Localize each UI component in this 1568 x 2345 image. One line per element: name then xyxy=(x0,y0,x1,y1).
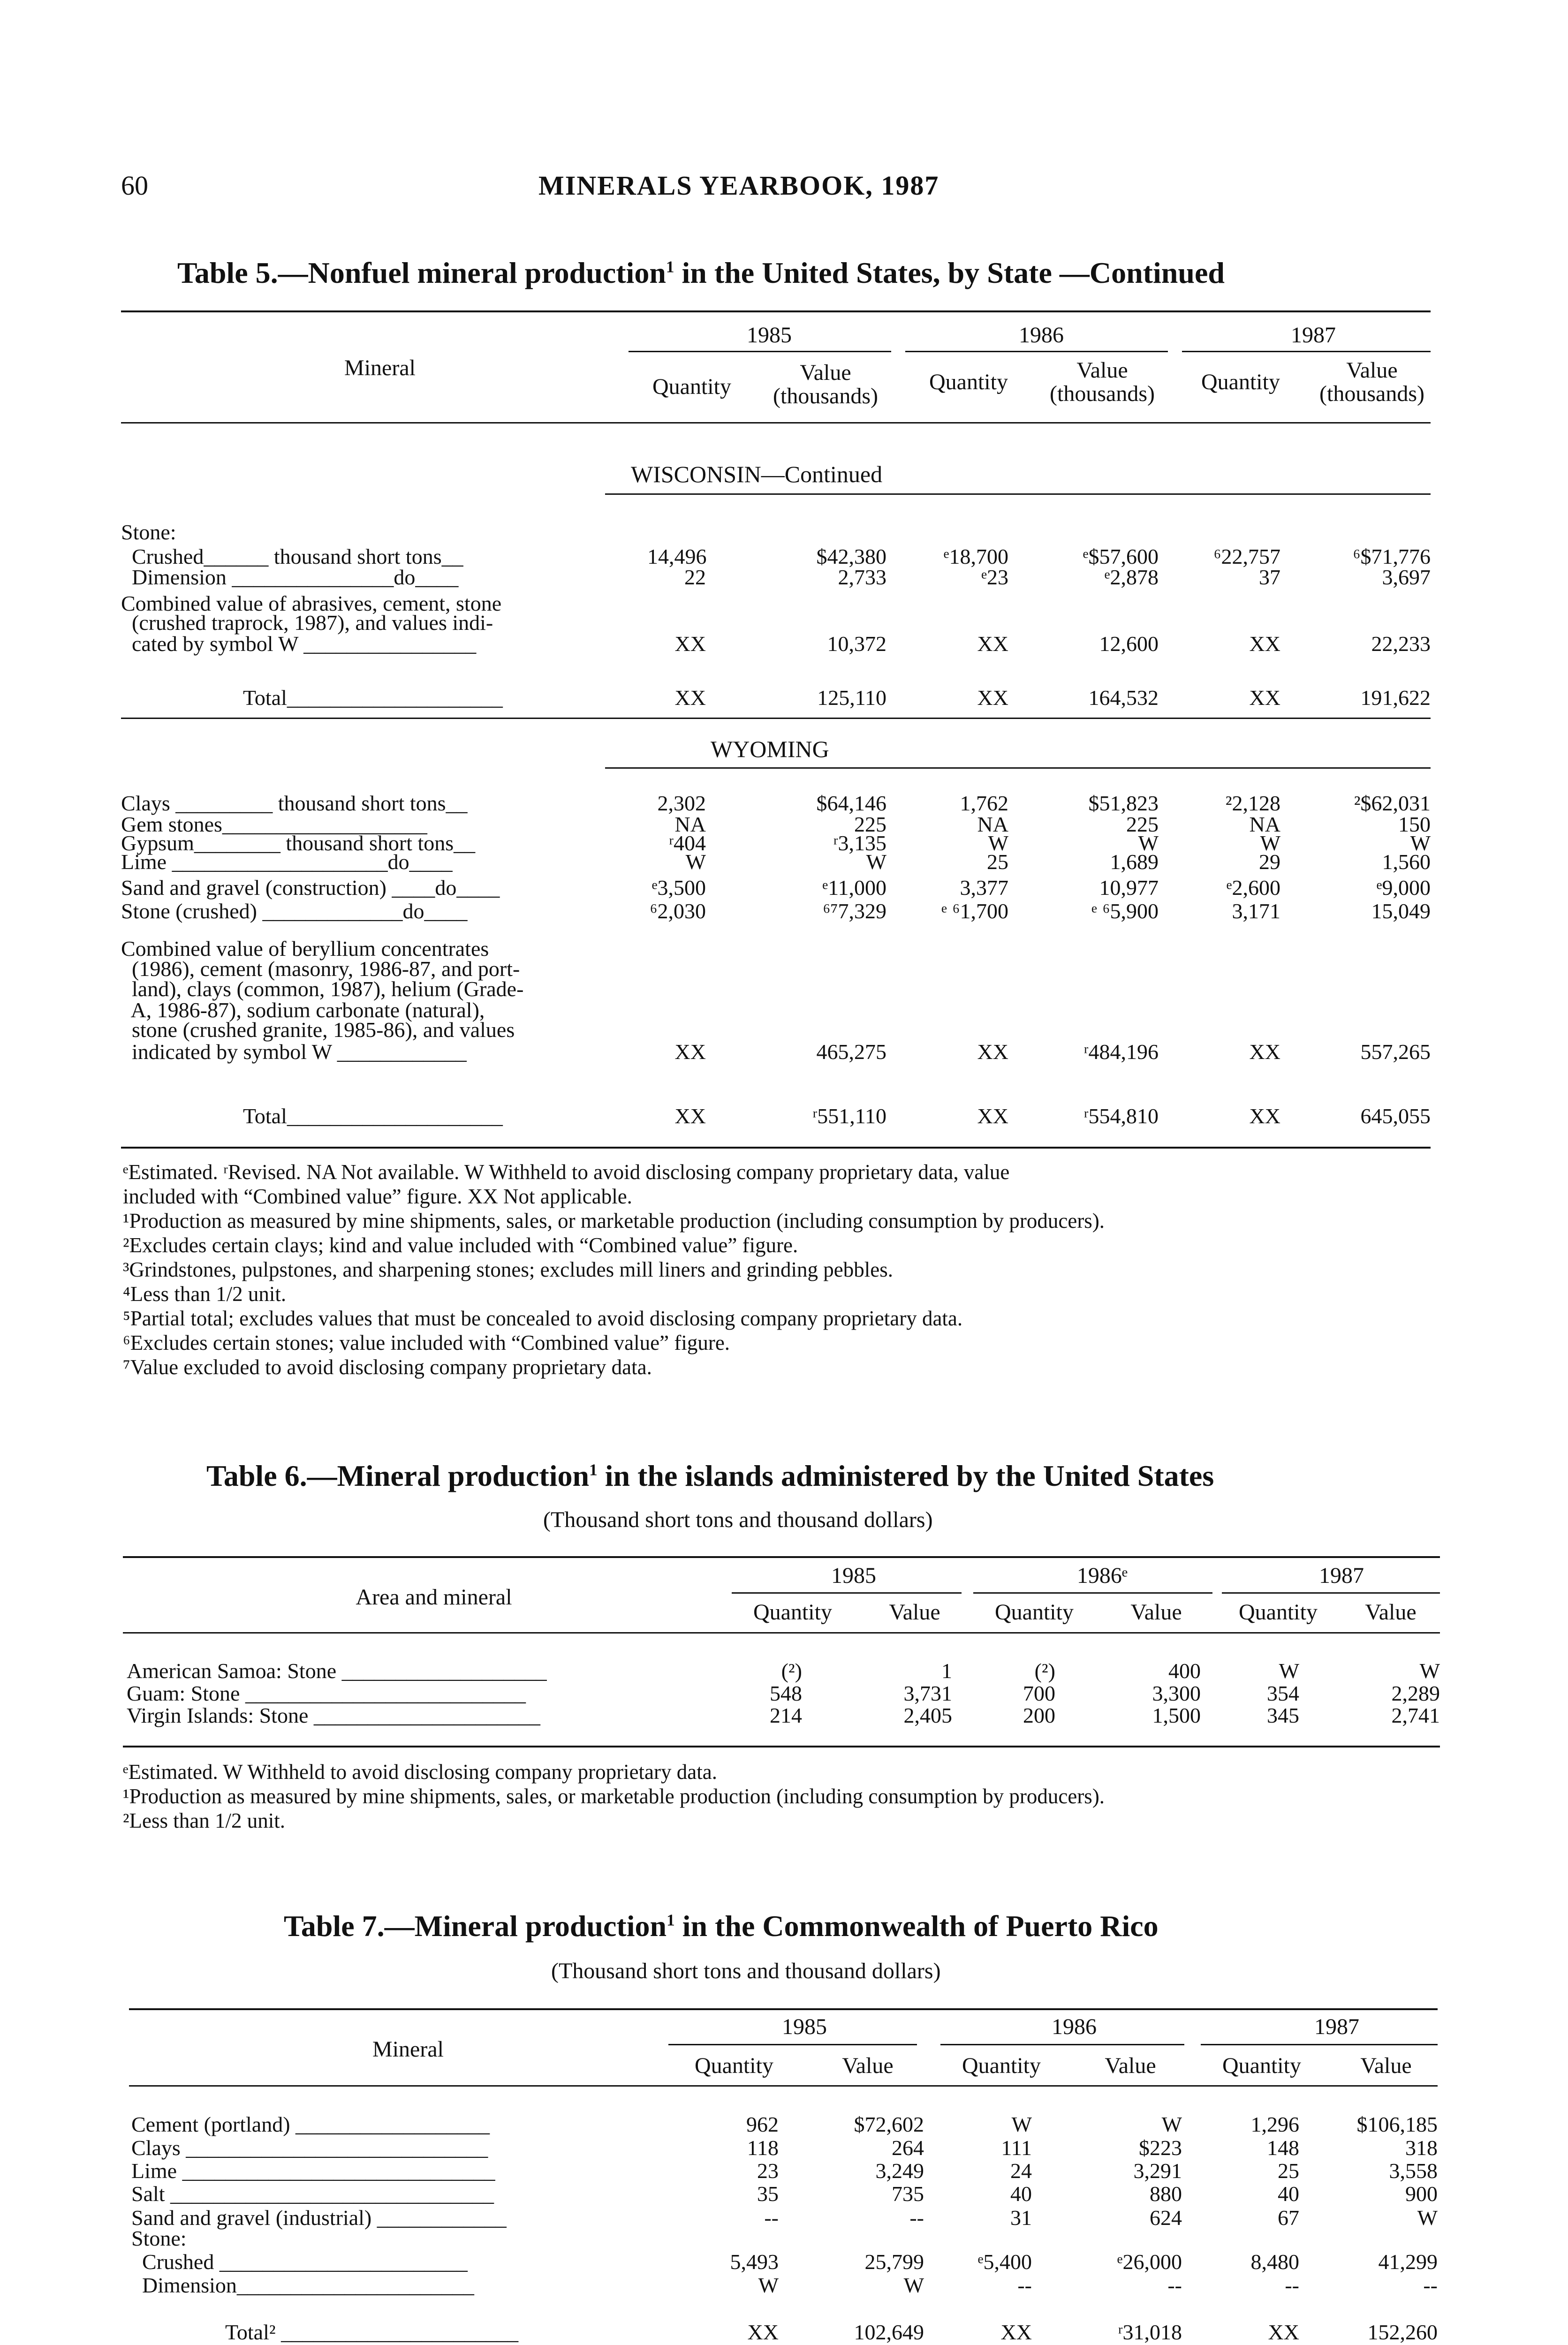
table7-year-1986: 1986 xyxy=(1052,2014,1097,2039)
table6-span-rule xyxy=(1222,1592,1440,1594)
row-cell: ᵉ23 xyxy=(981,565,1008,589)
table7-span-rule xyxy=(940,2044,1184,2045)
row-cell: (²) xyxy=(781,1659,802,1683)
table7-top-rule xyxy=(129,2008,1438,2010)
row-label: Virgin Islands: Stone _____________________ xyxy=(127,1703,540,1727)
row-cell: XX xyxy=(1249,1040,1280,1064)
row-cell: XX xyxy=(977,632,1008,656)
table5-span-rule-1987 xyxy=(1182,351,1431,352)
table7-qty-header: Quantity xyxy=(695,2053,773,2078)
row-cell: ⁶⁷7,329 xyxy=(823,899,886,923)
row-cell: W xyxy=(988,831,1008,855)
table7-span-rule xyxy=(668,2044,917,2045)
row-cell: 118 xyxy=(747,2136,779,2160)
row-cell: $42,380 xyxy=(816,545,886,568)
row-cell: 2,302 xyxy=(657,791,706,815)
row-cell: 35 xyxy=(757,2182,779,2206)
table5-year-1987: 1987 xyxy=(1291,323,1336,348)
row-cell: $223 xyxy=(1139,2136,1182,2160)
row-cell: 1,296 xyxy=(1250,2112,1299,2136)
table5-col-mineral: Mineral xyxy=(344,356,416,380)
footnote: ᵉEstimated. W Withheld to avoid disclosing company proprietary data. xyxy=(123,1760,717,1784)
table5-section-rule xyxy=(121,718,1431,719)
row-cell: 900 xyxy=(1405,2182,1438,2206)
row-label: Dimension______________________ xyxy=(131,2273,474,2297)
footnote: ᵉEstimated. ʳRevised. NA Not available. W Withheld to avoid disclosing company proprietary data, value xyxy=(123,1160,1010,1184)
row-cell: 14,496 xyxy=(647,545,707,568)
row-cell: ᵉ ⁶5,900 xyxy=(1091,899,1159,923)
row-cell: ᵉ2,600 xyxy=(1226,876,1280,900)
total-cell: ʳ31,018 xyxy=(1118,2320,1182,2344)
table6-qty-header: Quantity xyxy=(995,1600,1074,1625)
table5-value-header: Value (thousands) xyxy=(1319,358,1424,407)
row-cell: -- xyxy=(1423,2273,1438,2297)
row-cell: 8,480 xyxy=(1250,2250,1299,2274)
table6-title: Table 6.—Mineral production$^1$ in the islands administered by the United States xyxy=(206,1459,1214,1492)
total-cell: XX xyxy=(674,1104,706,1128)
row-cell: 25 xyxy=(1278,2159,1299,2183)
table6-value-header: Value xyxy=(889,1600,940,1625)
table7-header-rule xyxy=(129,2085,1438,2087)
row-cell: ᵉ26,000 xyxy=(1117,2250,1182,2274)
table5-year-1985: 1985 xyxy=(747,323,792,348)
table7-qty-header: Quantity xyxy=(1222,2053,1301,2078)
row-label: Combined value of beryllium concentrates xyxy=(121,937,489,961)
row-cell: ᵉ18,700 xyxy=(943,545,1008,568)
row-cell: ²$62,031 xyxy=(1354,791,1431,815)
footnote: ⁶Excludes certain stones; value included with “Combined value” figure. xyxy=(123,1331,730,1354)
row-label: Salt ______________________________ xyxy=(131,2182,494,2206)
row-cell: 345 xyxy=(1267,1703,1299,1727)
footnote: ¹Production as measured by mine shipments, sales, or marketable production (including consumption by producers). xyxy=(123,1785,1105,1808)
row-cell: 3,291 xyxy=(1133,2159,1182,2183)
row-cell: ʳ3,135 xyxy=(833,831,886,855)
row-cell: 31 xyxy=(1010,2206,1032,2230)
row-cell: NA xyxy=(977,812,1008,836)
row-cell: 200 xyxy=(1023,1703,1055,1727)
row-cell: 12,600 xyxy=(1099,632,1159,656)
table6-value-header: Value xyxy=(1130,1600,1182,1625)
row-cell: 24 xyxy=(1010,2159,1032,2183)
table7-year-1987: 1987 xyxy=(1314,2014,1359,2039)
total-label: Total____________________ xyxy=(243,686,503,710)
row-cell: XX xyxy=(1249,632,1280,656)
table7-title: Table 7.—Mineral production$^1$ in the Commonwealth of Puerto Rico xyxy=(284,1909,1159,1943)
row-cell: -- xyxy=(1285,2273,1299,2297)
row-cell: 962 xyxy=(746,2112,779,2136)
row-cell: 225 xyxy=(854,812,886,836)
row-cell: 41,299 xyxy=(1378,2250,1438,2274)
table5-qty-header: Quantity xyxy=(1201,370,1280,394)
row-cell: (²) xyxy=(1034,1659,1055,1683)
total-cell: 125,110 xyxy=(817,686,886,710)
row-label: Crushed _______________________ xyxy=(131,2250,468,2274)
row-cell: ⁶22,757 xyxy=(1213,545,1280,568)
table6-col-label: Area and mineral xyxy=(356,1585,512,1610)
row-cell: 3,377 xyxy=(960,876,1008,900)
table7-value-header: Value xyxy=(1105,2053,1156,2078)
table5-section-rule xyxy=(605,767,1431,769)
row-cell: 3,171 xyxy=(1232,899,1280,923)
table7-value-header: Value xyxy=(1360,2053,1412,2078)
footnote: ⁷Value excluded to avoid disclosing company proprietary data. xyxy=(123,1355,652,1379)
row-cell: XX xyxy=(674,632,706,656)
table5-section-rule xyxy=(605,493,1431,495)
row-cell: 29 xyxy=(1259,850,1280,874)
table5-header-rule xyxy=(121,422,1431,424)
row-cell: 3,731 xyxy=(903,1681,952,1705)
row-cell: ʳ404 xyxy=(669,831,706,855)
row-cell: NA xyxy=(1249,812,1280,836)
row-cell: XX xyxy=(977,1040,1008,1064)
row-cell: 354 xyxy=(1267,1681,1299,1705)
row-cell: NA xyxy=(674,812,706,836)
row-label: Stone: xyxy=(131,2226,187,2250)
row-cell: 3,558 xyxy=(1389,2159,1438,2183)
table6-bottom-rule xyxy=(123,1746,1440,1747)
row-label: (crushed traprock, 1987), and values indi- xyxy=(121,611,493,635)
table6-span-rule xyxy=(973,1592,1212,1594)
row-cell: 735 xyxy=(892,2182,924,2206)
row-cell: 400 xyxy=(1168,1659,1201,1683)
row-cell: 557,265 xyxy=(1360,1040,1431,1064)
row-label: American Samoa: Stone ___________________ xyxy=(127,1659,547,1683)
row-cell: 148 xyxy=(1267,2136,1299,2160)
total-cell: XX xyxy=(1268,2320,1299,2344)
table6-qty-header: Quantity xyxy=(753,1600,832,1625)
table5-span-rule-1986 xyxy=(905,351,1168,352)
row-cell: 318 xyxy=(1405,2136,1438,2160)
table6-year-1985: 1985 xyxy=(831,1563,876,1588)
row-cell: 2,741 xyxy=(1391,1703,1440,1727)
row-cell: W xyxy=(1279,1659,1299,1683)
table6-year-1986: 1986ᵉ xyxy=(1076,1563,1128,1588)
footnote: ²Less than 1/2 unit. xyxy=(123,1809,285,1832)
row-label: Sand and gravel (industrial) ____________ xyxy=(131,2206,507,2230)
row-cell: ᵉ11,000 xyxy=(822,876,886,900)
total-cell: ʳ554,810 xyxy=(1083,1104,1159,1128)
table6-qty-header: Quantity xyxy=(1239,1600,1318,1625)
row-label: Gypsum________ thousand short tons__ xyxy=(121,831,476,855)
row-label: Guam: Stone __________________________ xyxy=(127,1681,526,1705)
row-label: Stone: xyxy=(121,520,176,544)
row-label: Crushed______ thousand short tons__ xyxy=(121,545,463,568)
row-label: Dimension _______________do____ xyxy=(121,565,459,589)
row-cell: 67 xyxy=(1278,2206,1299,2230)
row-cell: W xyxy=(1260,831,1280,855)
row-cell: ⁶$71,776 xyxy=(1353,545,1431,568)
row-cell: W xyxy=(1419,1659,1440,1683)
table7-subtitle: (Thousand short tons and thousand dollars) xyxy=(551,1959,941,1983)
row-cell: $72,602 xyxy=(854,2112,924,2136)
row-cell: 37 xyxy=(1259,565,1280,589)
total-cell: 191,622 xyxy=(1360,686,1431,710)
total-cell: XX xyxy=(1000,2320,1032,2344)
row-cell: 111 xyxy=(1001,2136,1032,2160)
row-cell: 3,249 xyxy=(875,2159,924,2183)
row-cell: 225 xyxy=(1126,812,1159,836)
row-cell: 150 xyxy=(1398,812,1431,836)
row-label: stone (crushed granite, 1985-86), and values xyxy=(121,1018,515,1042)
row-cell: W xyxy=(1410,831,1431,855)
row-cell: 22 xyxy=(684,565,706,589)
row-cell: W xyxy=(1138,831,1159,855)
footnote: included with “Combined value” figure. XX Not applicable. xyxy=(123,1185,632,1208)
row-label: Lime _____________________________ xyxy=(131,2159,495,2183)
row-cell: -- xyxy=(1017,2273,1032,2297)
row-label: Cement (portland) __________________ xyxy=(131,2112,490,2136)
row-cell: ²2,128 xyxy=(1225,791,1280,815)
row-cell: $106,185 xyxy=(1356,2112,1438,2136)
table7-qty-header: Quantity xyxy=(962,2053,1041,2078)
row-cell: ᵉ$57,600 xyxy=(1083,545,1159,568)
row-cell: 548 xyxy=(770,1681,802,1705)
row-cell: W xyxy=(866,850,886,874)
row-label: cated by symbol W ________________ xyxy=(121,632,477,656)
row-label: Stone (crushed) _____________do____ xyxy=(121,899,468,923)
row-cell: 10,372 xyxy=(827,632,886,656)
row-cell: $64,146 xyxy=(816,791,886,815)
row-cell: W xyxy=(758,2273,779,2297)
row-label: land), clays (common, 1987), helium (Grade- xyxy=(121,977,524,1001)
row-cell: 624 xyxy=(1150,2206,1182,2230)
row-cell: ᵉ ⁶1,700 xyxy=(941,899,1008,923)
row-cell: 25 xyxy=(987,850,1008,874)
table5-section-title: WISCONSIN—Continued xyxy=(631,461,883,487)
table7-span-rule xyxy=(1201,2044,1438,2045)
row-cell: 2,733 xyxy=(838,565,886,589)
row-cell: 15,049 xyxy=(1371,899,1431,923)
footnote: ²Excludes certain clays; kind and value included with “Combined value” figure. xyxy=(123,1233,798,1257)
row-cell: 1,762 xyxy=(960,791,1008,815)
table7-value-header: Value xyxy=(842,2053,894,2078)
row-cell: 40 xyxy=(1010,2182,1032,2206)
running-title: MINERALS YEARBOOK, 1987 xyxy=(538,170,939,201)
row-label: (1986), cement (masonry, 1986-87, and port- xyxy=(121,957,520,981)
row-cell: ᵉ5,400 xyxy=(977,2250,1032,2274)
table6-year-1987: 1987 xyxy=(1319,1563,1364,1588)
total-cell: 102,649 xyxy=(854,2320,924,2344)
row-label: A, 1986-87), sodium carbonate (natural), xyxy=(121,998,485,1022)
row-cell: -- xyxy=(764,2206,779,2230)
row-cell: ᵉ9,000 xyxy=(1376,876,1431,900)
table6-value-header: Value xyxy=(1365,1600,1417,1625)
table5-section-title: WYOMING xyxy=(711,736,829,762)
page-number: 60 xyxy=(121,170,148,201)
row-cell: 214 xyxy=(770,1703,802,1727)
total-cell: 645,055 xyxy=(1360,1104,1431,1128)
row-cell: 25,799 xyxy=(864,2250,924,2274)
table6-span-rule xyxy=(732,1592,962,1594)
row-cell: 10,977 xyxy=(1099,876,1159,900)
row-cell: 40 xyxy=(1278,2182,1299,2206)
table5-qty-header: Quantity xyxy=(652,374,731,399)
total-label: Total____________________ xyxy=(243,1104,503,1128)
table5-qty-header: Quantity xyxy=(929,370,1008,394)
total-cell: XX xyxy=(1249,1104,1280,1128)
row-cell: 1,560 xyxy=(1382,850,1431,874)
table5-span-rule-1985 xyxy=(629,351,891,352)
table6-subtitle: (Thousand short tons and thousand dollars) xyxy=(543,1507,933,1532)
row-label: Gem stones___________________ xyxy=(121,812,427,836)
total-cell: 152,260 xyxy=(1367,2320,1438,2344)
row-cell: 1,689 xyxy=(1110,850,1159,874)
row-cell: 3,300 xyxy=(1152,1681,1201,1705)
total-cell: XX xyxy=(747,2320,779,2344)
table5-top-rule xyxy=(121,310,1431,312)
table6-header-rule xyxy=(123,1632,1440,1634)
row-cell: 5,493 xyxy=(730,2250,779,2274)
row-cell: -- xyxy=(1167,2273,1182,2297)
row-label: Lime ____________________do____ xyxy=(121,850,453,874)
table7-col-label: Mineral xyxy=(372,2037,444,2062)
row-cell: 2,405 xyxy=(903,1703,952,1727)
row-label: Sand and gravel (construction) ____do____ xyxy=(121,876,500,900)
row-cell: 465,275 xyxy=(816,1040,886,1064)
row-cell: 700 xyxy=(1023,1681,1055,1705)
row-cell: ᵉ3,500 xyxy=(651,876,706,900)
footnote: ⁴Less than 1/2 unit. xyxy=(123,1282,287,1306)
row-cell: ʳ484,196 xyxy=(1083,1040,1159,1064)
table5-year-1986: 1986 xyxy=(1019,323,1064,348)
total-label: Total² ______________________ xyxy=(225,2320,519,2344)
row-label: Combined value of abrasives, cement, stone xyxy=(121,591,502,615)
row-cell: 2,289 xyxy=(1391,1681,1440,1705)
row-cell: 3,697 xyxy=(1382,565,1431,589)
row-cell: W xyxy=(1417,2206,1438,2230)
row-cell: 880 xyxy=(1150,2182,1182,2206)
row-cell: W xyxy=(685,850,706,874)
row-label: Clays _________ thousand short tons__ xyxy=(121,791,468,815)
total-cell: 164,532 xyxy=(1088,686,1159,710)
row-cell: 1 xyxy=(941,1659,952,1683)
footnote: ⁵Partial total; excludes values that must be concealed to avoid disclosing company proprietary data. xyxy=(123,1307,963,1330)
row-cell: W xyxy=(1011,2112,1032,2136)
row-cell: XX xyxy=(674,1040,706,1064)
total-cell: XX xyxy=(674,686,706,710)
table5-bottom-rule xyxy=(121,1147,1431,1149)
table6-top-rule xyxy=(123,1556,1440,1558)
total-cell: XX xyxy=(977,686,1008,710)
row-cell: 1,500 xyxy=(1152,1703,1201,1727)
table5-title: Table 5.—Nonfuel mineral production$^1$ in the United States, by State —Continued xyxy=(177,256,1225,289)
row-cell: W xyxy=(903,2273,924,2297)
footnote: ¹Production as measured by mine shipments, sales, or marketable production (including consumption by producers). xyxy=(123,1209,1105,1233)
table7-year-1985: 1985 xyxy=(782,2014,827,2039)
total-cell: XX xyxy=(1249,686,1280,710)
table5-value-header: Value (thousands) xyxy=(1050,358,1155,407)
row-label: indicated by symbol W ____________ xyxy=(121,1040,467,1064)
row-cell: 22,233 xyxy=(1371,632,1431,656)
row-cell: $51,823 xyxy=(1088,791,1159,815)
row-label: Clays ____________________________ xyxy=(131,2136,488,2160)
total-cell: XX xyxy=(977,1104,1008,1128)
row-cell: 23 xyxy=(757,2159,779,2183)
row-cell: W xyxy=(1161,2112,1182,2136)
row-cell: -- xyxy=(909,2206,924,2230)
row-cell: ᵉ2,878 xyxy=(1104,565,1159,589)
row-cell: 264 xyxy=(892,2136,924,2160)
table5-value-header: Value (thousands) xyxy=(773,360,878,409)
total-cell: ʳ551,110 xyxy=(812,1104,886,1128)
footnote: ³Grindstones, pulpstones, and sharpening stones; excludes mill liners and grinding pebbles. xyxy=(123,1258,893,1281)
row-cell: ⁶2,030 xyxy=(650,899,706,923)
